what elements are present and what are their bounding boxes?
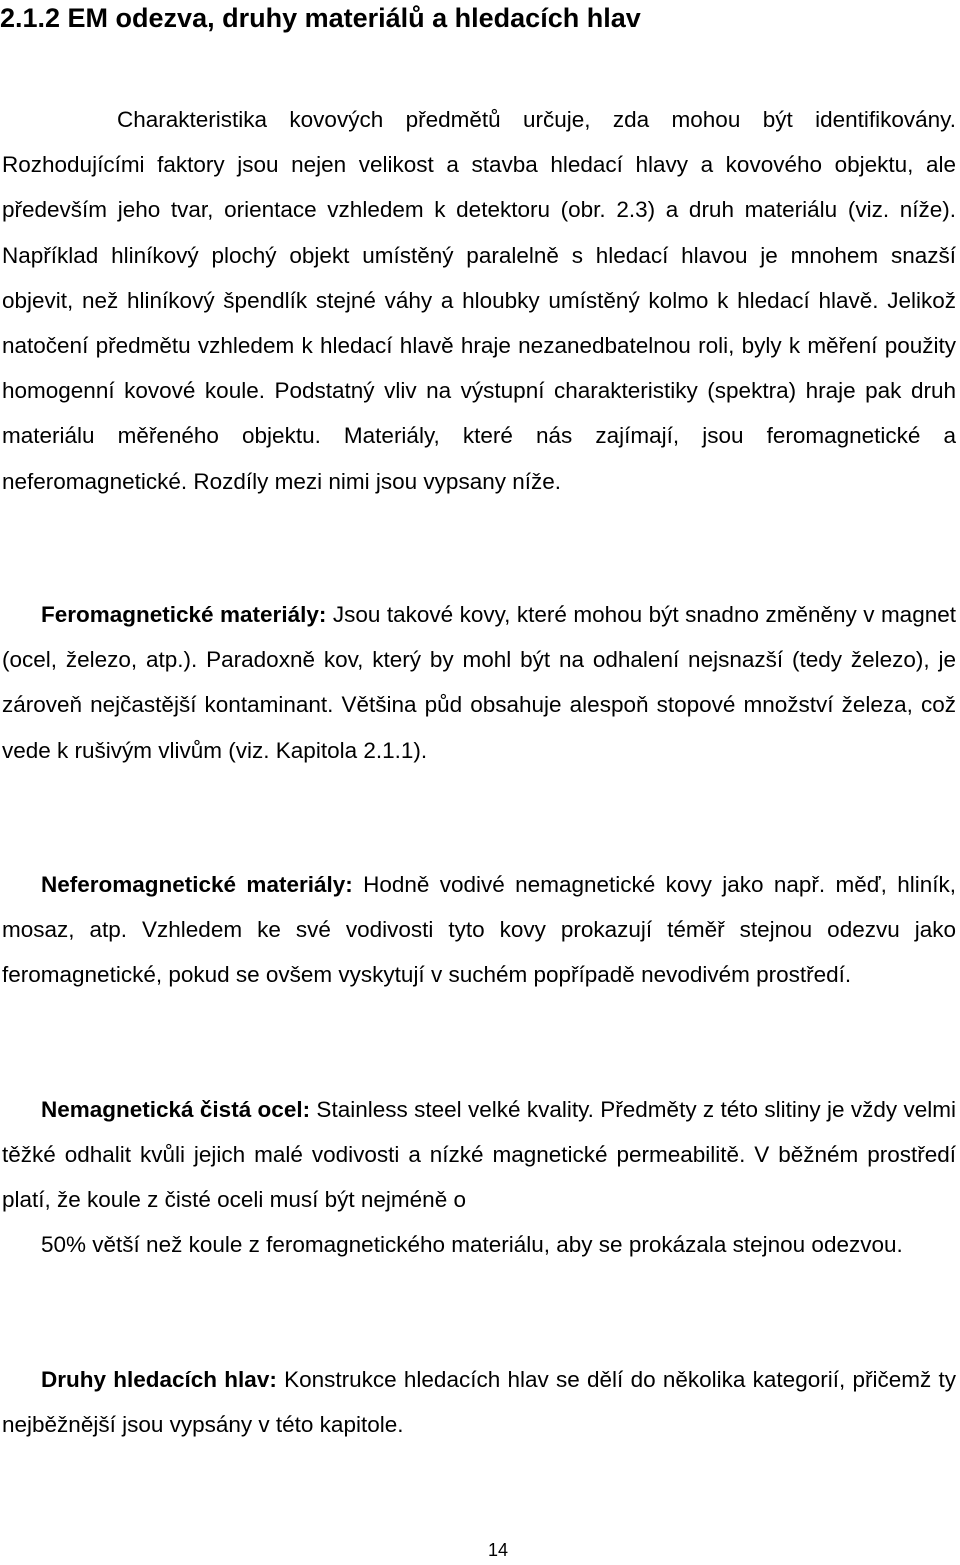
stainless-steel-term: Nemagnetická čistá ocel: <box>41 1097 311 1122</box>
search-heads-paragraph <box>2 1357 956 1447</box>
stainless-steel-paragraph <box>2 1087 956 1223</box>
search-heads-text: Konstrukce hledacích hlav se dělí do několika kategorií, přičemž ty nejběžnější jsou vypsány v této kapitole. <box>2 1367 956 1438</box>
ferromagnetic-term: Feromagnetické materiály: <box>41 602 327 627</box>
page-number: 14 <box>487 1540 509 1560</box>
search-heads-term: Druhy hledacích hlav: <box>41 1367 277 1392</box>
ferromagnetic-text: Jsou takové kovy, které mohou být snadno změněny v magnet (ocel, železo, atp.). Paradoxně kov, který by mohl být na odhalení nejsnazší (tedy železo), je zároveň nejčastější kontaminant. Většina půd obsahuje alespoň stopové množství železa, což vede k rušivým vlivům (viz. Kapitola 2.1.1). <box>2 602 956 763</box>
intro-paragraph: Charakteristika kovových předmětů určuje, zda mohou být identifikovány. Rozhodujícími faktory jsou nejen velikost a stavba hledací hlavy a kovového objektu, ale především jeho tvar, orientace vzhledem k detektoru (obr. 2.3) a druh materiálu (viz. níže). Například hliníkový plochý objekt umístěný paralelně s hledací hlavou je mnohem snazší objevit, než hliníkový špendlík stejné váhy a hloubky umístěný kolmo k hledací hlavě. Jelikož natočení předmětu vzhledem k hledací hlavě hraje nezanedbatelnou roli, byly k měření použity homogenní kovové koule. Podstatný vliv na výstupní charakteristiky (spektra) hraje pak druh materiálu měřeného objektu. Materiály, které nás zajímají, jsou feromagnetické a neferomagnetické. Rozdíly mezi nimi jsou vypsany níže. <box>2 107 956 494</box>
nonferromagnetic-paragraph <box>2 862 956 998</box>
stainless-steel-text: Stainless steel velké kvality. Předměty z této slitiny je vždy velmi těžké odhalit kvůli jejich malé vodivosti a nízké magnetické permeabilitě. V běžném prostředí platí, že koule z čisté oceli musí být nejméně o <box>2 1097 956 1213</box>
nonferromagnetic-term: Neferomagnetické materiály: <box>41 872 353 897</box>
nonferromagnetic-text: Hodně vodivé nemagnetické kovy jako např. měď, hliník, mosaz, atp. Vzhledem ke své vodivosti tyto kovy prokazují téměř stejnou odezvu jako feromagnetické, pokud se ovšem vyskytují v suchém popřípadě nevodivém prostředí. <box>2 872 956 988</box>
section-heading: 2.1.2 EM odezva, druhy materiálů a hledacích hlav <box>0 3 641 33</box>
ferromagnetic-paragraph <box>2 592 956 773</box>
stainless-steel-continuation: 50% větší než koule z feromagnetického materiálu, aby se prokázala stejnou odezvou. <box>41 1232 903 1257</box>
